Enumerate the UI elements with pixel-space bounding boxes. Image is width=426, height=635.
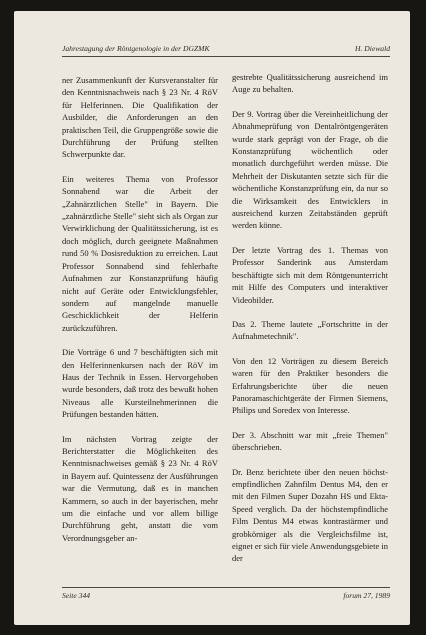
page-number: Seite 344 (62, 591, 91, 600)
paragraph: Von den 12 Vorträgen zu diesem Bereich waren für den Praktiker besonders die Erfahrungsberichte über die neuen Panoramaschichtgeräte der Firmen Siemens, Philips und Soredex von Interesse. (232, 355, 388, 416)
paragraph: Der 3. Abschnitt war mit „freie Themen" überschrieben. (232, 429, 388, 453)
header-author: H. Diewald (354, 44, 390, 53)
header-journal-title: Jahrestagung der Röntgenologie in der DGZMK (62, 44, 210, 53)
paragraph: gestrebte Qualitätssicherung ausreichend im Auge zu behalten. (232, 72, 388, 95)
running-footer (62, 591, 390, 600)
header-rule (62, 56, 390, 57)
paragraph: Ein weiteres Thema von Professor Sonnabend war die Arbeit der „Zahnärztlichen Stelle" in Bayern. Die „zahnärztliche Stelle" sieht sich als Organ zur Verwirklichung der Qualitätssicherung, ist es doch möglich, durch geeignete Maßnahmen rund 50 % Dosisreduktion zu erreichen. Laut Professor Sonnabend sind fehlerhafte Aufnahmen zur Konstanzprüfung häufig nicht auf Geräte oder Entwicklungsfehler, sondern auf mangelnde manuelle Geschicklichkeit der Helferin zurückzuführen. (62, 173, 218, 333)
paragraph: Der 9. Vortrag über die Vereinheitlichung der Abnahmeprüfung von Dentalröntgengeräten wurde stark geprägt von der Frage, ob die Konstanzprüfung wöchentlich oder monatlich durchgeführt werden müsse. Die Mehrheit der Diskutanten setzte sich für die wöchentliche Konstanzprüfung ein, da nur so die Wirksamkeit des Entwicklers in ausreichend kurzen Zeitabständen geprüft werden könne. (232, 108, 388, 231)
running-header (62, 44, 390, 53)
journal-issue: forum 27, 1989 (343, 591, 390, 600)
paragraph: Das 2. Theme lautete „Fortschritte in der Aufnahmetechnik". (232, 318, 388, 342)
paragraph: Im nächsten Vortrag zeigte der Berichterstatter die Möglichkeiten des Kenntnisnachweises gemäß § 23 Nr. 4 RöV in Bayern auf. Quintessenz der Ausführungen war die Vermutung, daß es in manchen Kammern, so auch in der bayerischen, mehr um die einfache und vor allem billige Durchführung geht, anstatt die vom Verordnungsgeber an- (62, 433, 218, 543)
paragraph: Der letzte Vortrag des 1. Themas von Professor Sanderink aus Amsterdam beschäftigte sich mit dem Röntgenunterricht mit Hilfe des Computers und interaktiver Videobilder. (232, 244, 388, 305)
paragraph: ner Zusammenkunft der Kursveranstalter für den Kenntnisnachweis nach § 23 Nr. 4 RöV für Helferinnen. Die Qualifikation der Ausbilder, die Anforderungen an den praktischen Teil, die Gruppengröße sowie die Durchführung der Prüfung stellten Schwerpunkte dar. (62, 75, 218, 160)
footer-rule (62, 587, 390, 588)
paragraph: Dr. Benz berichtete über den neuen höchst-empfindlichen Zahnfilm Dentus M4, den er mit den Filmen Super Dozahn HS und Ekta-Speed verglich. Da der höchstempfindliche Film Dentus M4 etwas kontrastärmer und grobkörniger als die Vergleichsfilme ist, eignet er sich für viele Anwendungsgebiete in der (232, 466, 388, 564)
right-column (232, 71, 388, 577)
document-page (14, 11, 410, 625)
paragraph: Die Vorträge 6 und 7 beschäftigten sich mit den Helferinnenkursen nach der RöV im Haus der Technik in Essen. Hervorgehoben wurde besonders, daß trotz des bewußt hohen Niveaus alle Kursteilnehmerinnen die Prüfungen bestanden hätten. (62, 347, 218, 420)
left-column (62, 74, 218, 556)
